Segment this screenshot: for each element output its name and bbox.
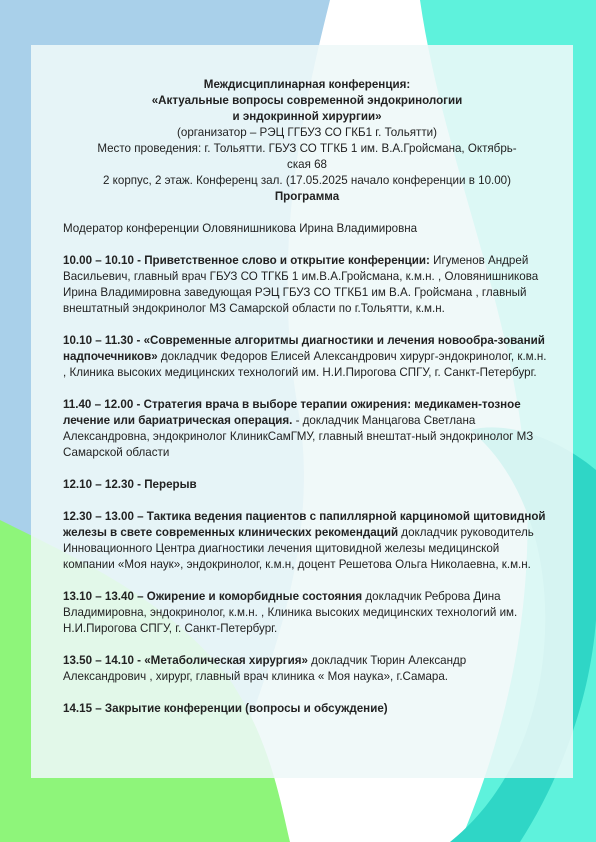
item-time-title: 13.50 – 14.10 - «Метаболическая хирургия» <box>63 654 308 667</box>
header <box>63 77 551 205</box>
item-time-title: 13.10 – 13.40 – Ожирение и коморбидные состояния <box>63 590 363 603</box>
program-item <box>63 477 551 493</box>
conference-type: Междисциплинарная конференция: <box>203 78 411 91</box>
item-time-title: 12.30 – 13.00 – Тактика ведения пациентов с папиллярной карциномой щитовидной железы в свете современных клинических рекомендаций <box>63 510 546 539</box>
program-item <box>63 253 551 317</box>
item-details: докладчик Федоров Елисей Александрович хирург-эндокринолог, к.м.н. , Клиника высоких медицинских технологий им. Н.И.Пирогова СПГУ, г. Санкт-Петербург. <box>63 350 547 379</box>
organizer: (организатор – РЭЦ ГГБУЗ СО ГКБ1 г. Тольятти) <box>177 126 437 139</box>
program-item <box>63 653 551 685</box>
item-details: - докладчик Манцагова Светлана Александровна, эндокринолог КлиникСамГМУ, главный внештат-ный эндокринолог МЗ Самарской области <box>63 414 534 459</box>
item-time-title: 12.10 – 12.30 - Перерыв <box>63 478 197 491</box>
item-details: докладчик Реброва Дина Владимировна, эндокринолог, к.м.н. , Клиника высоких медицинских технологий им. Н.И.Пирогова СПГУ, г. Санкт-Петербург. <box>63 590 518 635</box>
program-content <box>63 77 551 717</box>
venue-line-1: Место проведения: г. Тольятти. ГБУЗ СО ТГКБ 1 им. В.А.Гройсмана, Октябрь- <box>97 142 517 155</box>
conference-title: «Актуальные вопросы современной эндокринологии <box>151 94 463 107</box>
item-details: Игуменов Андрей Васильевич, главный врач ГБУЗ СО ТГКБ 1 им.В.А.Гройсмана, к.м.н. , Оловянишникова Ирина Владимировна заведующая РЭЦ ГБУЗ СО ТГКБ1 им В.А. Гройсмана , главный внештатный эндокринолог МЗ Самарской области по г.Тольятти, к.м.н. <box>63 254 539 315</box>
program-heading: Программа <box>274 190 340 203</box>
item-details: докладчик руководитель Инновационного Центра диагностики лечения щитовидной железы медицинской компании «Моя наук», эндокринолог, к.м.н, доцент Решетова Ольга Николаевна, к.м.н. <box>63 526 534 571</box>
item-time-title: 14.15 – Закрытие конференции (вопросы и обсуждение) <box>63 702 388 715</box>
item-time-title: 10.10 – 11.30 - «Современные алгоритмы диагностики и лечения новообра-зований надпочечников» <box>63 334 545 363</box>
program-item <box>63 333 551 381</box>
program-item <box>63 509 551 573</box>
venue-line-2: ская 68 <box>287 158 327 171</box>
moderator: Модератор конференции Оловянишникова Ирина Владимировна <box>63 222 418 235</box>
item-details: докладчик Тюрин Александр Александрович , хирург, главный врач клиника « Моя наука», г.Самара. <box>63 654 467 683</box>
venue-line-3: 2 корпус, 2 этаж. Конференц зал. (17.05.2025 начало конференции в 10.00) <box>103 174 511 187</box>
program-item <box>63 701 551 717</box>
item-time-title: 11.40 – 12.00 - Стратегия врача в выборе терапии ожирения: медикамен-тозное лечение или бариатрическая операция. <box>63 398 521 427</box>
item-time-title: 10.00 – 10.10 - Приветственное слово и открытие конференции: <box>63 254 430 267</box>
program-item <box>63 397 551 461</box>
conference-title-cont: и эндокринной хирургии» <box>232 110 382 123</box>
program-item <box>63 589 551 637</box>
